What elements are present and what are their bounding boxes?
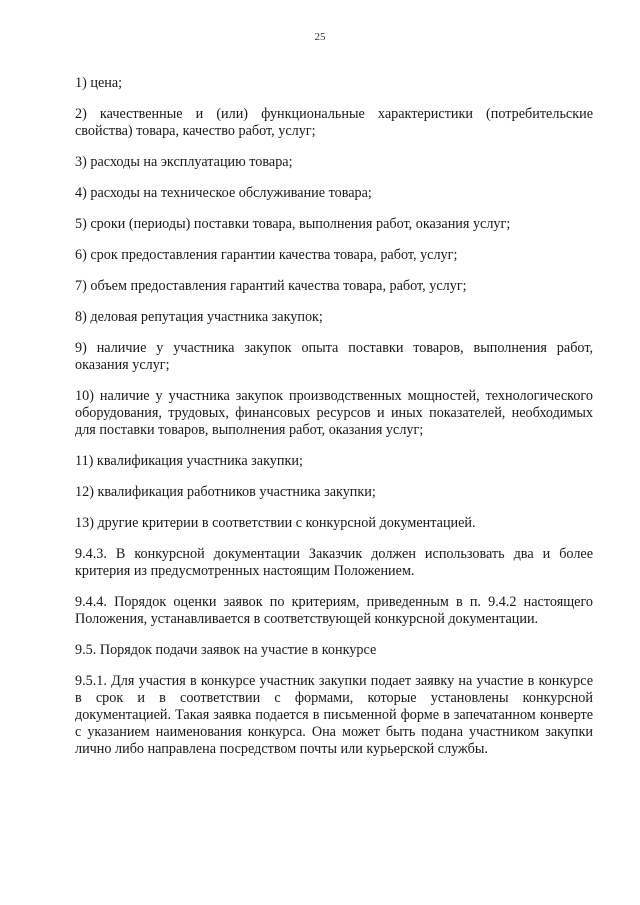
criterion-item-12: 12) квалификация работников участника закупки;: [75, 484, 376, 500]
criterion-item-11: 11) квалификация участника закупки;: [75, 453, 303, 469]
document-body: [75, 75, 593, 772]
criterion-item-6: 6) срок предоставления гарантии качества товара, работ, услуг;: [75, 247, 458, 263]
clause-9-5-1: 9.5.1. Для участия в конкурсе участник закупки подает заявку на участие в конкурсе в срок и в соответствии с формами, которые установлены конкурсной документацией. Такая заявка подается в письменной форме в запечатанном конверте с указанием наименования конкурса. Она может быть подана участником закупки лично либо направлена посредством почты или курьерской службы.: [75, 673, 593, 757]
section-heading-9-5: 9.5. Порядок подачи заявок на участие в конкурсе: [75, 642, 377, 658]
clause-9-4-4: 9.4.4. Порядок оценки заявок по критериям, приведенным в п. 9.4.2 настоящего Положения, устанавливается в соответствующей конкурсной документации.: [75, 594, 593, 627]
criterion-item-2: 2) качественные и (или) функциональные характеристики (потребительские свойства) товара, качество работ, услуг;: [75, 106, 593, 139]
criterion-item-13: 13) другие критерии в соответствии с конкурсной документацией.: [75, 515, 476, 531]
criterion-item-3: 3) расходы на эксплуатацию товара;: [75, 154, 293, 170]
criterion-item-9: 9) наличие у участника закупок опыта поставки товаров, выполнения работ, оказания услуг;: [75, 340, 593, 373]
criterion-item-10: 10) наличие у участника закупок производственных мощностей, технологического оборудования, трудовых, финансовых ресурсов и иных показателей, необходимых для поставки товаров, выполнения работ, оказания услуг;: [75, 388, 593, 438]
criterion-item-1: 1) цена;: [75, 75, 123, 91]
criterion-item-4: 4) расходы на техническое обслуживание товара;: [75, 185, 372, 201]
page-number: 25: [314, 31, 326, 43]
clause-9-4-3: 9.4.3. В конкурсной документации Заказчик должен использовать два и более критерия из предусмотренных настоящим Положением.: [75, 546, 593, 579]
criterion-item-8: 8) деловая репутация участника закупок;: [75, 309, 323, 325]
criterion-item-5: 5) сроки (периоды) поставки товара, выполнения работ, оказания услуг;: [75, 216, 511, 232]
criterion-item-7: 7) объем предоставления гарантий качества товара, работ, услуг;: [75, 278, 467, 294]
